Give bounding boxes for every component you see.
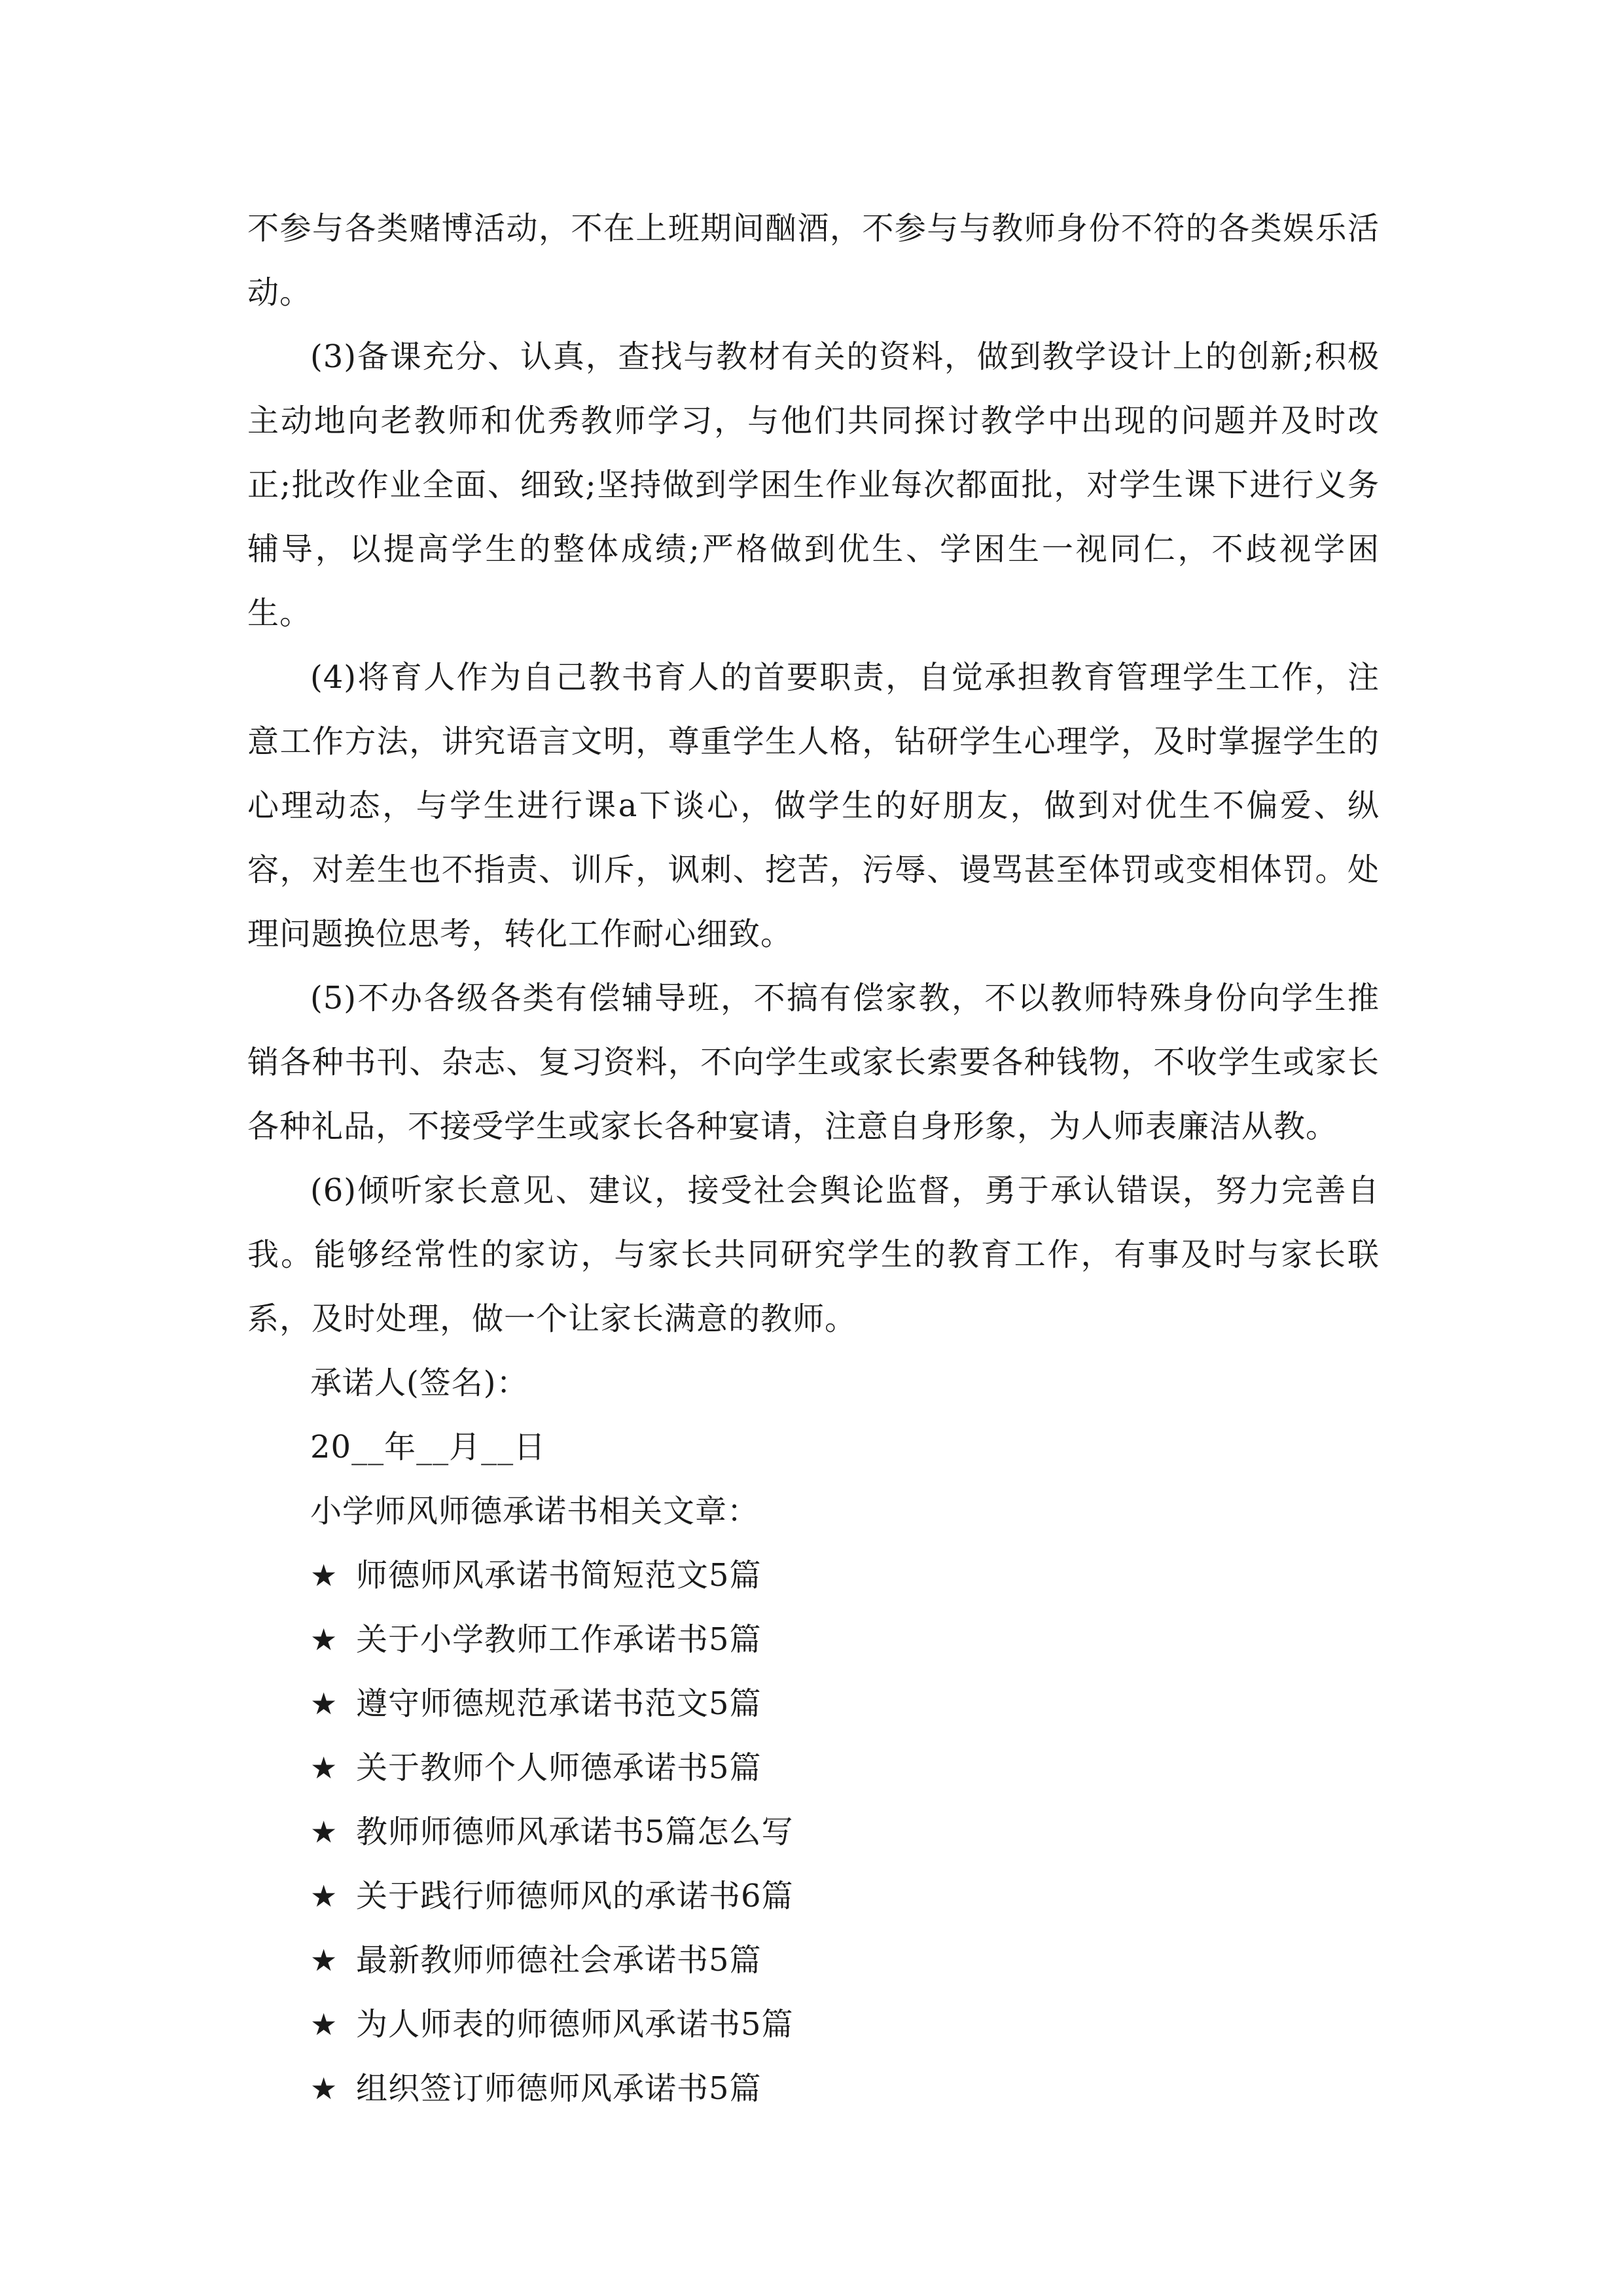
related-article-title: 遵守师德规范承诺书范文5篇 [356, 1685, 762, 1722]
paragraph-item-5: (5)不办各级各类有偿辅导班，不搞有偿家教，不以教师特殊身份向学生推销各种书刊、杂志、复习资料，不向学生或家长索要各种钱物，不收学生或家长各种礼品，不接受学生或家长各种宴请，注意自身形象，为人师表廉洁从教。 [247, 980, 1380, 1145]
paragraph-item-3: (3)备课充分、认真，查找与教材有关的资料，做到教学设计上的创新;积极主动地向老教师和优秀教师学习，与他们共同探讨教学中出现的问题并及时改正;批改作业全面、细致;坚持做到学困生作业每次都面批，对学生课下进行义务辅导，以提高学生的整体成绩;严格做到优生、学困生一视同仁，不歧视学困生。 [247, 338, 1380, 632]
related-article-link[interactable] [310, 1672, 1380, 1736]
related-article-title: 最新教师师德社会承诺书5篇 [356, 1942, 762, 1979]
related-article-link[interactable] [310, 1928, 1380, 1992]
related-article-link[interactable] [310, 1607, 1380, 1672]
related-article-link[interactable] [310, 1992, 1380, 2056]
star-icon: ★ [310, 2007, 338, 2042]
related-article-title: 师德师风承诺书简短范文5篇 [356, 1557, 762, 1594]
star-icon: ★ [310, 1943, 338, 1978]
paragraph-continuation: 不参与各类赌博活动，不在上班期间酗酒，不参与与教师身份不符的各类娱乐活动。 [247, 210, 1380, 311]
star-icon: ★ [310, 1622, 338, 1657]
star-icon: ★ [310, 1750, 338, 1785]
document-page [247, 196, 1380, 2121]
related-article-link[interactable] [310, 2056, 1380, 2121]
paragraph-item-6: (6)倾听家长意见、建议，接受社会舆论监督，勇于承认错误，努力完善自我。能够经常性的家访，与家长共同研究学生的教育工作，有事及时与家长联系，及时处理，做一个让家长满意的教师。 [247, 1172, 1380, 1337]
star-icon: ★ [310, 2071, 338, 2106]
paragraph-item-4: (4)将育人作为自己教书育人的首要职责，自觉承担教育管理学生工作，注意工作方法，讲究语言文明，尊重学生人格，钻研学生心理学，及时掌握学生的心理动态，与学生进行课a下谈心，做学生的好朋友，做到对优生不偏爱、纵容，对差生也不指责、训斥，讽刺、挖苦，污辱、谩骂甚至体罚或变相体罚。处理问题换位思考，转化工作耐心细致。 [247, 659, 1380, 952]
related-article-title: 关于践行师德师风的承诺书6篇 [356, 1878, 794, 1914]
star-icon: ★ [310, 1814, 338, 1850]
related-articles-list [247, 1543, 1380, 2121]
star-icon: ★ [310, 1878, 338, 1914]
related-article-title: 关于教师个人师德承诺书5篇 [356, 1749, 762, 1786]
star-icon: ★ [310, 1686, 338, 1721]
related-article-title: 教师师德师风承诺书5篇怎么写 [356, 1814, 794, 1850]
related-articles-heading: 小学师风师德承诺书相关文章： [310, 1493, 760, 1530]
related-article-link[interactable] [310, 1864, 1380, 1928]
related-article-title: 关于小学教师工作承诺书5篇 [356, 1621, 762, 1658]
related-article-link[interactable] [310, 1543, 1380, 1607]
related-article-title: 为人师表的师德师风承诺书5篇 [356, 2006, 794, 2043]
signature-label: 承诺人(签名)： [310, 1365, 529, 1401]
related-article-title: 组织签订师德师风承诺书5篇 [356, 2070, 762, 2107]
star-icon: ★ [310, 1558, 338, 1593]
signature-date: 20__年__月__日 [310, 1429, 546, 1465]
related-article-link[interactable] [310, 1800, 1380, 1864]
related-article-link[interactable] [310, 1736, 1380, 1800]
